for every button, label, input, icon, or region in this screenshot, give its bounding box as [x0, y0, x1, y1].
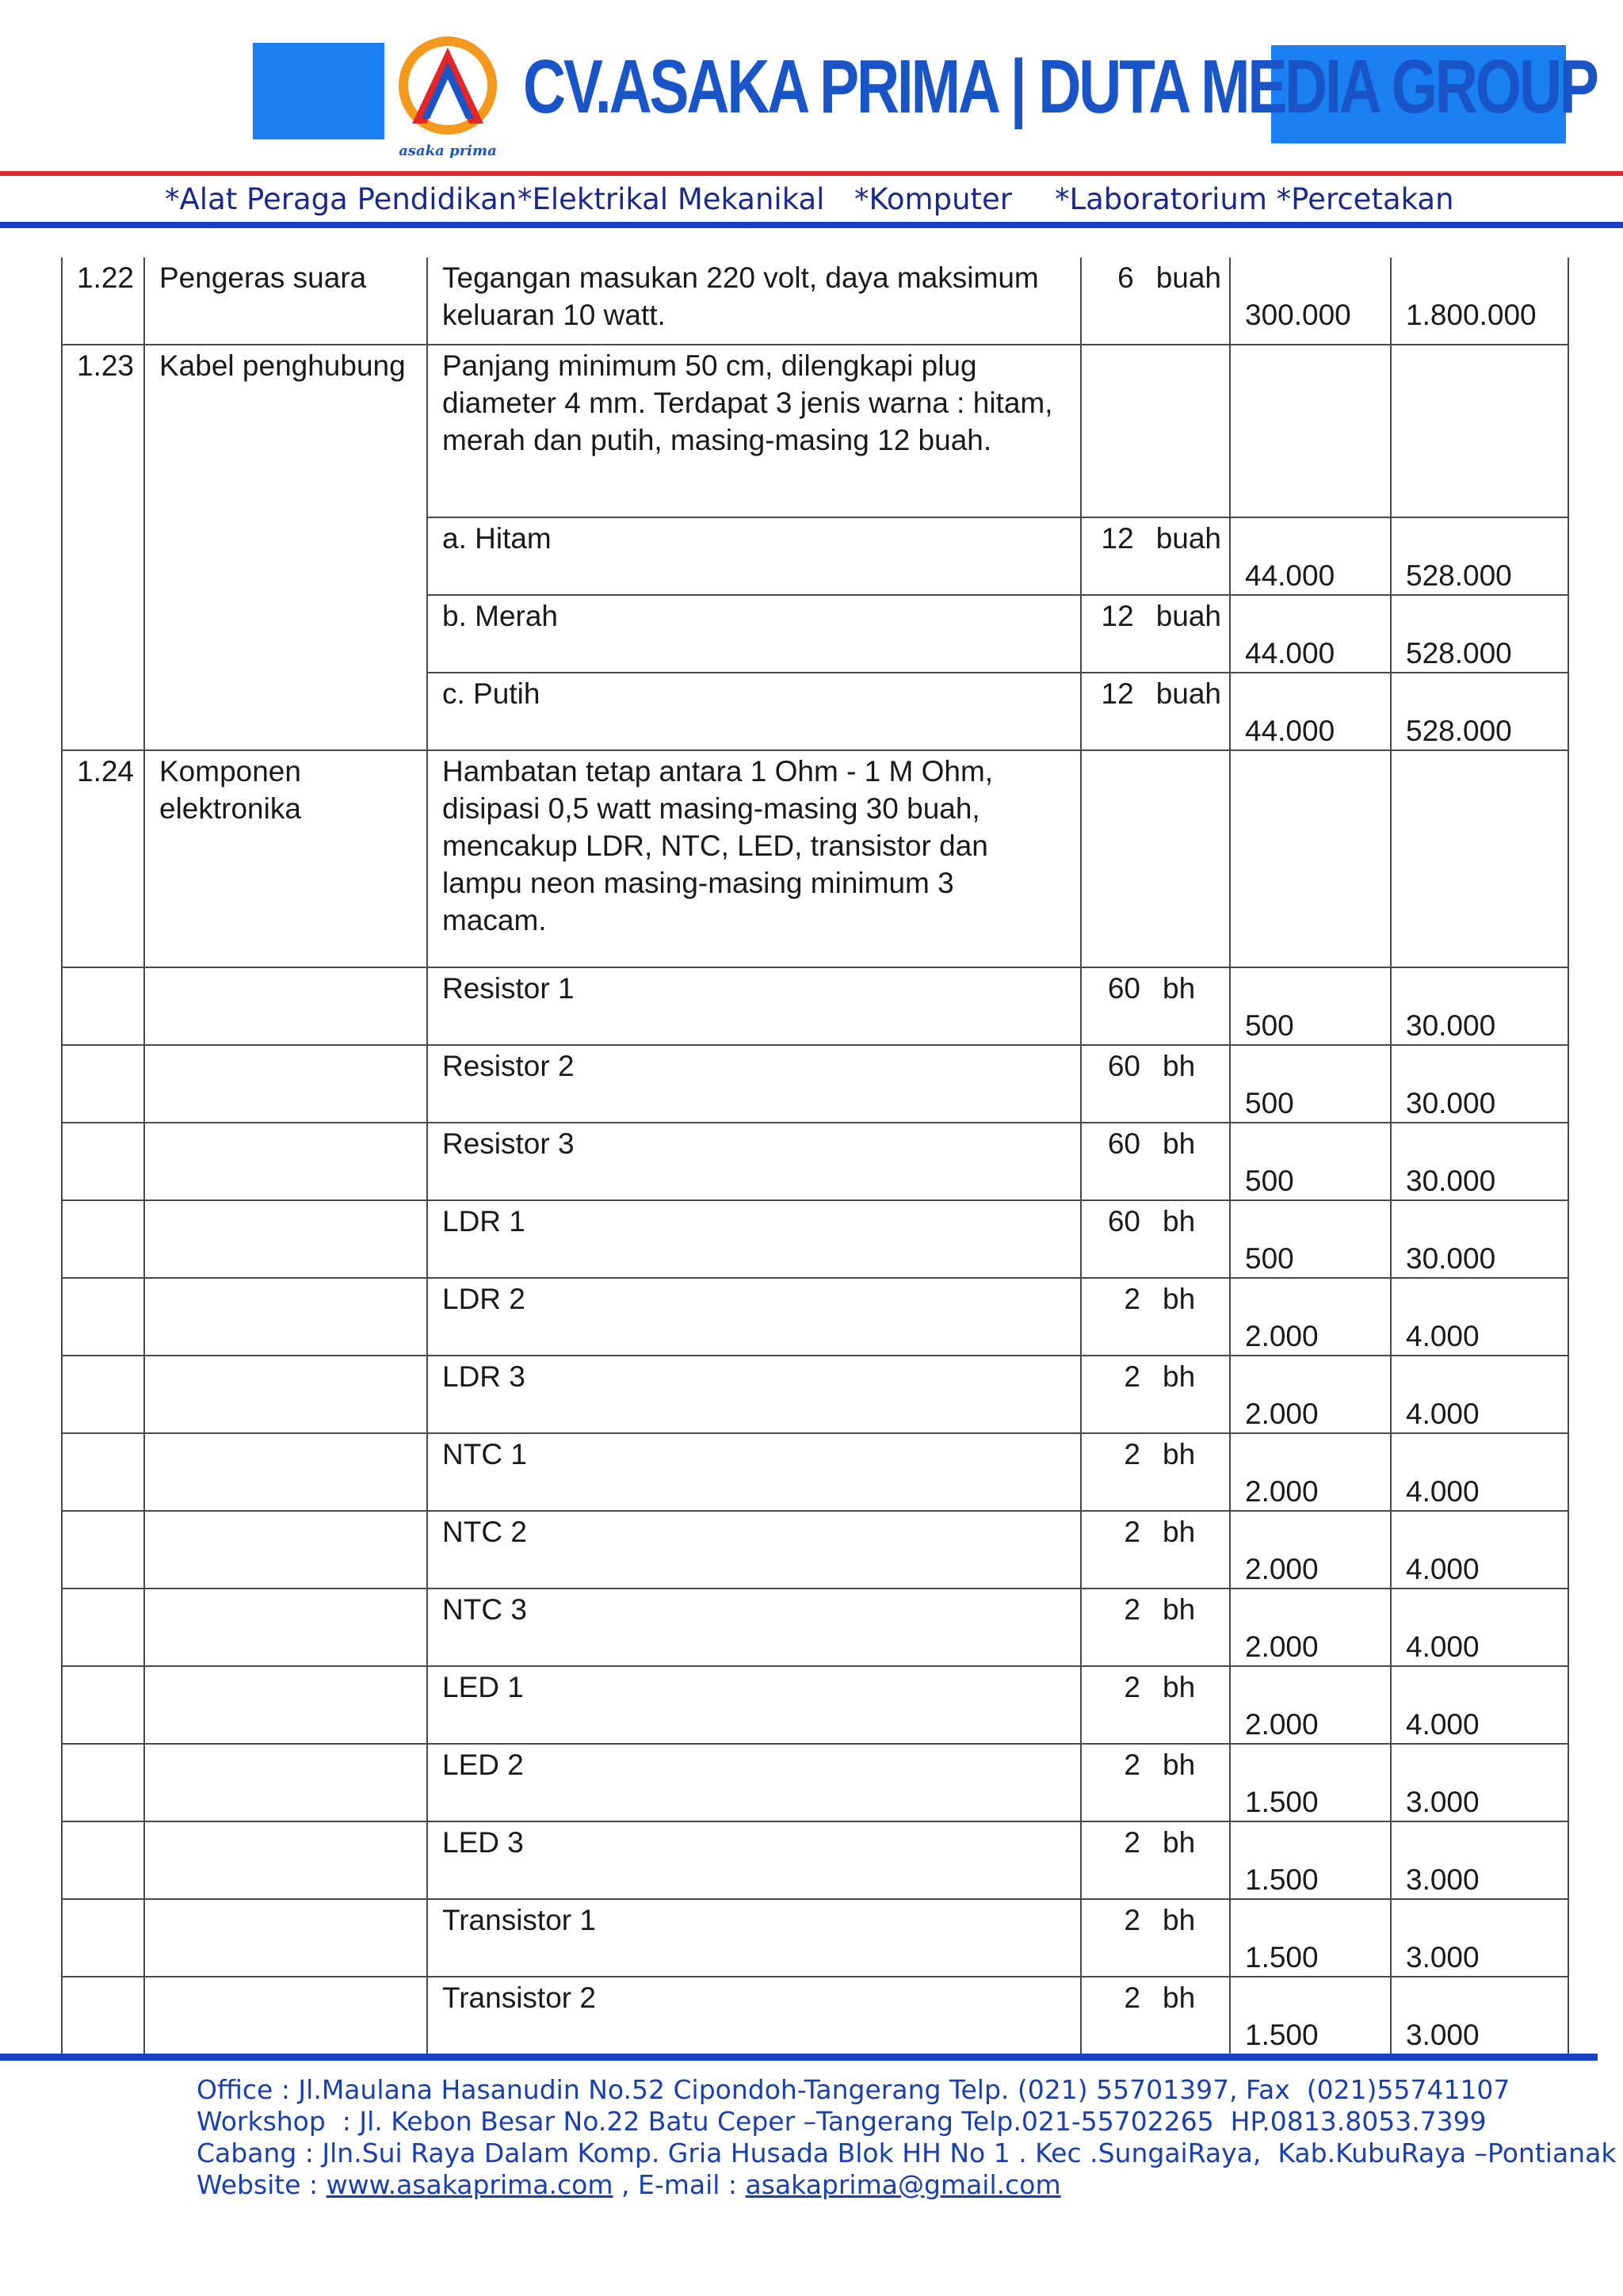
footer-website-label: Website :	[197, 2169, 327, 2200]
item-unit: buah	[1155, 677, 1221, 710]
cell-total	[1391, 1977, 1568, 2054]
item-total: 528.000	[1406, 559, 1512, 592]
item-qty: 60	[1107, 972, 1140, 1005]
item-qty: 2	[1124, 1826, 1140, 1859]
item-total: 4.000	[1406, 1630, 1480, 1663]
cell-total	[1391, 1433, 1568, 1511]
header-blue-bar-left	[253, 43, 384, 139]
cell-name	[144, 345, 427, 517]
cell-spec	[427, 1433, 1081, 1511]
cell-total	[1391, 1821, 1568, 1899]
table-row	[62, 1356, 1568, 1433]
cell-qty	[1081, 257, 1230, 345]
cell-name	[144, 1200, 427, 1278]
cell-total	[1391, 1123, 1568, 1200]
item-price: 44.000	[1245, 715, 1335, 747]
cell-price	[1230, 1589, 1391, 1666]
item-spec: Resistor 1	[442, 972, 575, 1005]
cell-no	[62, 1200, 144, 1278]
cell-no	[62, 595, 144, 673]
cell-qty	[1081, 1045, 1230, 1123]
item-spec: NTC 3	[442, 1593, 527, 1626]
cell-qty	[1081, 345, 1230, 517]
table-row	[62, 673, 1568, 750]
cell-total	[1391, 1278, 1568, 1356]
cell-spec	[427, 750, 1081, 967]
cell-qty	[1081, 1821, 1230, 1899]
footer-email-label: , E-mail :	[613, 2169, 746, 2200]
table-row	[62, 517, 1568, 595]
cell-no	[62, 1123, 144, 1200]
item-unit: bh	[1163, 1516, 1196, 1548]
service-elektrikal: *Elektrikal Mekanikal	[517, 182, 825, 216]
cell-qty	[1081, 1977, 1230, 2054]
cell-no	[62, 1744, 144, 1821]
website-link[interactable]: www.asakaprima.com	[326, 2169, 613, 2200]
cell-total	[1391, 967, 1568, 1045]
cell-total	[1391, 1045, 1568, 1123]
item-unit: bh	[1163, 1050, 1196, 1082]
item-number: 1.24	[77, 755, 135, 788]
cell-name	[144, 517, 427, 595]
cell-price	[1230, 257, 1391, 345]
cell-no	[62, 1356, 144, 1433]
item-unit: buah	[1155, 600, 1221, 632]
item-total: 3.000	[1406, 2019, 1480, 2051]
item-total: 528.000	[1406, 637, 1512, 669]
item-qty: 12	[1101, 677, 1134, 710]
cell-spec	[427, 257, 1081, 345]
cell-no	[62, 1511, 144, 1589]
table-row	[62, 1433, 1568, 1511]
item-spec: Resistor 3	[442, 1127, 575, 1160]
table-row	[62, 1278, 1568, 1356]
items-table-body	[62, 257, 1568, 2054]
cell-price	[1230, 673, 1391, 750]
cell-price	[1230, 1200, 1391, 1278]
item-spec: LED 3	[442, 1826, 524, 1859]
cell-qty	[1081, 1511, 1230, 1589]
cell-spec	[427, 1821, 1081, 1899]
item-total: 4.000	[1406, 1320, 1480, 1352]
table-row	[62, 1899, 1568, 1977]
item-spec: Transistor 1	[442, 1904, 596, 1936]
cell-no	[62, 1589, 144, 1666]
cell-qty	[1081, 1200, 1230, 1278]
cell-name	[144, 1666, 427, 1744]
item-qty: 2	[1124, 1438, 1140, 1470]
cell-total	[1391, 345, 1568, 517]
item-spec: b. Merah	[442, 600, 559, 632]
item-number: 1.22	[77, 261, 135, 294]
item-qty: 60	[1107, 1205, 1140, 1238]
cell-name	[144, 750, 427, 967]
cell-name	[144, 1589, 427, 1666]
item-spec: LDR 1	[442, 1205, 525, 1238]
item-price: 1.500	[1245, 2019, 1319, 2051]
cell-name	[144, 1511, 427, 1589]
item-total: 4.000	[1406, 1475, 1480, 1508]
item-total: 1.800.000	[1406, 299, 1537, 331]
cell-price	[1230, 595, 1391, 673]
cell-price	[1230, 1433, 1391, 1511]
cell-no	[62, 345, 144, 517]
cell-name	[144, 1123, 427, 1200]
item-price: 2.000	[1245, 1320, 1319, 1352]
cell-price	[1230, 1045, 1391, 1123]
service-lab-percetakan: *Laboratorium *Percetakan	[1055, 182, 1454, 216]
cell-total	[1391, 1589, 1568, 1666]
table-row	[62, 345, 1568, 517]
cell-spec	[427, 1899, 1081, 1977]
table-row	[62, 1200, 1568, 1278]
item-price: 2.000	[1245, 1475, 1319, 1508]
cell-price	[1230, 1821, 1391, 1899]
item-unit: bh	[1163, 1826, 1196, 1859]
item-price: 500	[1245, 1165, 1294, 1197]
table-row	[62, 1589, 1568, 1666]
cell-qty	[1081, 1589, 1230, 1666]
cell-qty	[1081, 967, 1230, 1045]
item-unit: bh	[1163, 1749, 1196, 1781]
item-unit: bh	[1163, 1283, 1196, 1315]
cell-spec	[427, 1278, 1081, 1356]
cell-no	[62, 1977, 144, 2054]
item-unit: bh	[1163, 1981, 1196, 2014]
item-total: 4.000	[1406, 1708, 1480, 1741]
item-price: 2.000	[1245, 1630, 1319, 1663]
cell-qty	[1081, 1278, 1230, 1356]
item-qty: 2	[1124, 1593, 1140, 1626]
item-total: 3.000	[1406, 1786, 1480, 1818]
item-price: 2.000	[1245, 1708, 1319, 1741]
items-table	[61, 257, 1569, 2055]
cell-spec	[427, 1200, 1081, 1278]
cell-qty	[1081, 673, 1230, 750]
cell-no	[62, 1666, 144, 1744]
footer-divider-blue	[0, 2054, 1598, 2061]
item-price: 44.000	[1245, 637, 1335, 669]
item-total: 30.000	[1406, 1242, 1496, 1275]
cell-name	[144, 1356, 427, 1433]
item-qty: 2	[1124, 1671, 1140, 1703]
cell-name	[144, 1433, 427, 1511]
item-unit: bh	[1163, 1360, 1196, 1393]
cell-spec	[427, 345, 1081, 517]
item-unit: bh	[1163, 1205, 1196, 1238]
item-price: 2.000	[1245, 1553, 1319, 1585]
item-unit: bh	[1163, 972, 1196, 1005]
cell-total	[1391, 750, 1568, 967]
cell-total	[1391, 1666, 1568, 1744]
item-price: 500	[1245, 1009, 1294, 1042]
cell-price	[1230, 1899, 1391, 1977]
cell-qty	[1081, 1744, 1230, 1821]
cell-name	[144, 673, 427, 750]
cell-spec	[427, 1356, 1081, 1433]
cell-price	[1230, 1356, 1391, 1433]
cell-total	[1391, 1511, 1568, 1589]
item-price: 44.000	[1245, 559, 1335, 592]
item-qty: 2	[1124, 1749, 1140, 1781]
cell-spec	[427, 1511, 1081, 1589]
cell-qty	[1081, 1123, 1230, 1200]
item-unit: bh	[1163, 1438, 1196, 1470]
item-total: 528.000	[1406, 715, 1512, 747]
cell-price	[1230, 1977, 1391, 2054]
item-qty: 2	[1124, 1904, 1140, 1936]
cell-spec	[427, 517, 1081, 595]
table-row	[62, 1744, 1568, 1821]
cell-name	[144, 1278, 427, 1356]
footer-contact	[197, 2169, 1616, 2201]
item-total: 4.000	[1406, 1553, 1480, 1585]
cell-name	[144, 595, 427, 673]
service-alat-peraga: *Alat Peraga Pendidikan	[165, 182, 517, 216]
cell-total	[1391, 1200, 1568, 1278]
cell-qty	[1081, 595, 1230, 673]
cell-no	[62, 1433, 144, 1511]
cell-no	[62, 1045, 144, 1123]
cell-price	[1230, 1511, 1391, 1589]
service-komputer: *Komputer	[854, 182, 1013, 216]
cell-price	[1230, 517, 1391, 595]
cell-total	[1391, 517, 1568, 595]
cell-no	[62, 1278, 144, 1356]
cell-total	[1391, 1744, 1568, 1821]
item-qty: 2	[1124, 1516, 1140, 1548]
cell-no	[62, 673, 144, 750]
item-spec: NTC 1	[442, 1438, 527, 1470]
item-qty: 60	[1107, 1050, 1140, 1082]
cell-total	[1391, 1356, 1568, 1433]
cell-total	[1391, 673, 1568, 750]
cell-price	[1230, 967, 1391, 1045]
item-spec: Tegangan masukan 220 volt, daya maksimum keluaran 10 watt.	[442, 261, 1039, 331]
table-row	[62, 1821, 1568, 1899]
cell-no	[62, 257, 144, 345]
cell-price	[1230, 750, 1391, 967]
cell-name	[144, 1045, 427, 1123]
item-qty: 6	[1117, 261, 1134, 294]
cell-name	[144, 1821, 427, 1899]
table-row	[62, 1045, 1568, 1123]
item-spec: Panjang minimum 50 cm, dilengkapi plug diameter 4 mm. Terdapat 3 jenis warna : hitam, merah dan putih, masing-masing 12 buah.	[442, 349, 1053, 456]
cell-price	[1230, 1744, 1391, 1821]
cell-total	[1391, 595, 1568, 673]
item-total: 30.000	[1406, 1087, 1496, 1119]
table-row	[62, 1666, 1568, 1744]
item-spec: LDR 2	[442, 1283, 525, 1315]
company-name: CV.ASAKA PRIMA | DUTA MEDIA GROUP	[523, 44, 1597, 129]
item-total: 3.000	[1406, 1941, 1480, 1974]
cell-qty	[1081, 1356, 1230, 1433]
cell-spec	[427, 1977, 1081, 2054]
item-price: 500	[1245, 1087, 1294, 1119]
item-name: Kabel penghubung	[159, 349, 406, 382]
cell-price	[1230, 1666, 1391, 1744]
cell-price	[1230, 345, 1391, 517]
item-total: 4.000	[1406, 1398, 1480, 1430]
cell-qty	[1081, 517, 1230, 595]
cell-name	[144, 1899, 427, 1977]
cell-spec	[427, 1045, 1081, 1123]
table-row	[62, 750, 1568, 967]
item-price: 1.500	[1245, 1786, 1319, 1818]
header-divider-red	[0, 171, 1623, 176]
cell-qty	[1081, 750, 1230, 967]
table-row	[62, 967, 1568, 1045]
item-unit: bh	[1163, 1671, 1196, 1703]
cell-name	[144, 1744, 427, 1821]
item-price: 2.000	[1245, 1398, 1319, 1430]
item-price: 500	[1245, 1242, 1294, 1275]
item-unit: buah	[1155, 261, 1221, 294]
item-spec: Resistor 2	[442, 1050, 575, 1082]
item-name: Komponen elektronika	[159, 755, 301, 825]
cell-name	[144, 1977, 427, 2054]
cell-spec	[427, 1123, 1081, 1200]
item-total: 3.000	[1406, 1863, 1480, 1896]
item-unit: bh	[1163, 1904, 1196, 1936]
item-price: 1.500	[1245, 1863, 1319, 1896]
item-total: 30.000	[1406, 1009, 1496, 1042]
cell-qty	[1081, 1433, 1230, 1511]
header-divider-blue	[0, 222, 1623, 228]
footer-cabang: Cabang : Jln.Sui Raya Dalam Komp. Gria Husada Blok HH No 1 . Kec .SungaiRaya, Kab.KubuRaya –Pontianak	[197, 2138, 1617, 2168]
cell-name	[144, 257, 427, 345]
cell-price	[1230, 1123, 1391, 1200]
cell-spec	[427, 967, 1081, 1045]
item-spec: Transistor 2	[442, 1981, 596, 2014]
item-qty: 2	[1124, 1283, 1140, 1315]
item-spec: NTC 2	[442, 1516, 527, 1548]
cell-spec	[427, 1666, 1081, 1744]
item-price: 300.000	[1245, 299, 1351, 331]
item-qty: 60	[1107, 1127, 1140, 1160]
item-unit: buah	[1155, 522, 1221, 555]
item-spec: LDR 3	[442, 1360, 525, 1393]
table-row	[62, 1123, 1568, 1200]
item-name: Pengeras suara	[159, 261, 367, 294]
item-spec: LED 2	[442, 1749, 524, 1781]
cell-price	[1230, 1278, 1391, 1356]
logo-text: asaka prima	[399, 143, 497, 159]
table-row	[62, 1977, 1568, 2054]
item-unit: bh	[1163, 1127, 1196, 1160]
cell-no	[62, 1821, 144, 1899]
item-qty: 12	[1101, 600, 1134, 632]
item-spec: c. Putih	[442, 677, 540, 710]
table-row	[62, 595, 1568, 673]
item-spec: LED 1	[442, 1671, 524, 1703]
cell-spec	[427, 1589, 1081, 1666]
cell-spec	[427, 1744, 1081, 1821]
item-qty: 2	[1124, 1981, 1140, 2014]
cell-no	[62, 967, 144, 1045]
cell-spec	[427, 673, 1081, 750]
item-qty: 12	[1101, 522, 1134, 555]
item-spec: a. Hitam	[442, 522, 552, 555]
cell-no	[62, 517, 144, 595]
table-row	[62, 257, 1568, 345]
cell-no	[62, 750, 144, 967]
footer-workshop: Workshop : Jl. Kebon Besar No.22 Batu Ceper –Tangerang Telp.021-55702265 HP.0813.8053.7399	[197, 2106, 1487, 2137]
footer-office: Office : Jl.Maulana Hasanudin No.52 Cipondoh-Tangerang Telp. (021) 55701397, Fax (021)55741107	[197, 2074, 1510, 2105]
table-row	[62, 1511, 1568, 1589]
cell-total	[1391, 1899, 1568, 1977]
cell-name	[144, 967, 427, 1045]
item-price: 1.500	[1245, 1941, 1319, 1974]
cell-no	[62, 1899, 144, 1977]
cell-total	[1391, 257, 1568, 345]
asaka-prima-logo	[388, 30, 507, 161]
email-link[interactable]: asakaprima@gmail.com	[745, 2169, 1061, 2200]
cell-qty	[1081, 1666, 1230, 1744]
item-spec: Hambatan tetap antara 1 Ohm - 1 M Ohm, disipasi 0,5 watt masing-masing 30 buah, mencakup LDR, NTC, LED, transistor dan lampu neon masing-masing minimum 3 macam.	[442, 755, 994, 936]
services-line	[0, 182, 1623, 220]
footer-address	[197, 2074, 1616, 2201]
item-total: 30.000	[1406, 1165, 1496, 1197]
item-unit: bh	[1163, 1593, 1196, 1626]
item-qty: 2	[1124, 1360, 1140, 1393]
item-number: 1.23	[77, 349, 135, 382]
cell-qty	[1081, 1899, 1230, 1977]
cell-spec	[427, 595, 1081, 673]
